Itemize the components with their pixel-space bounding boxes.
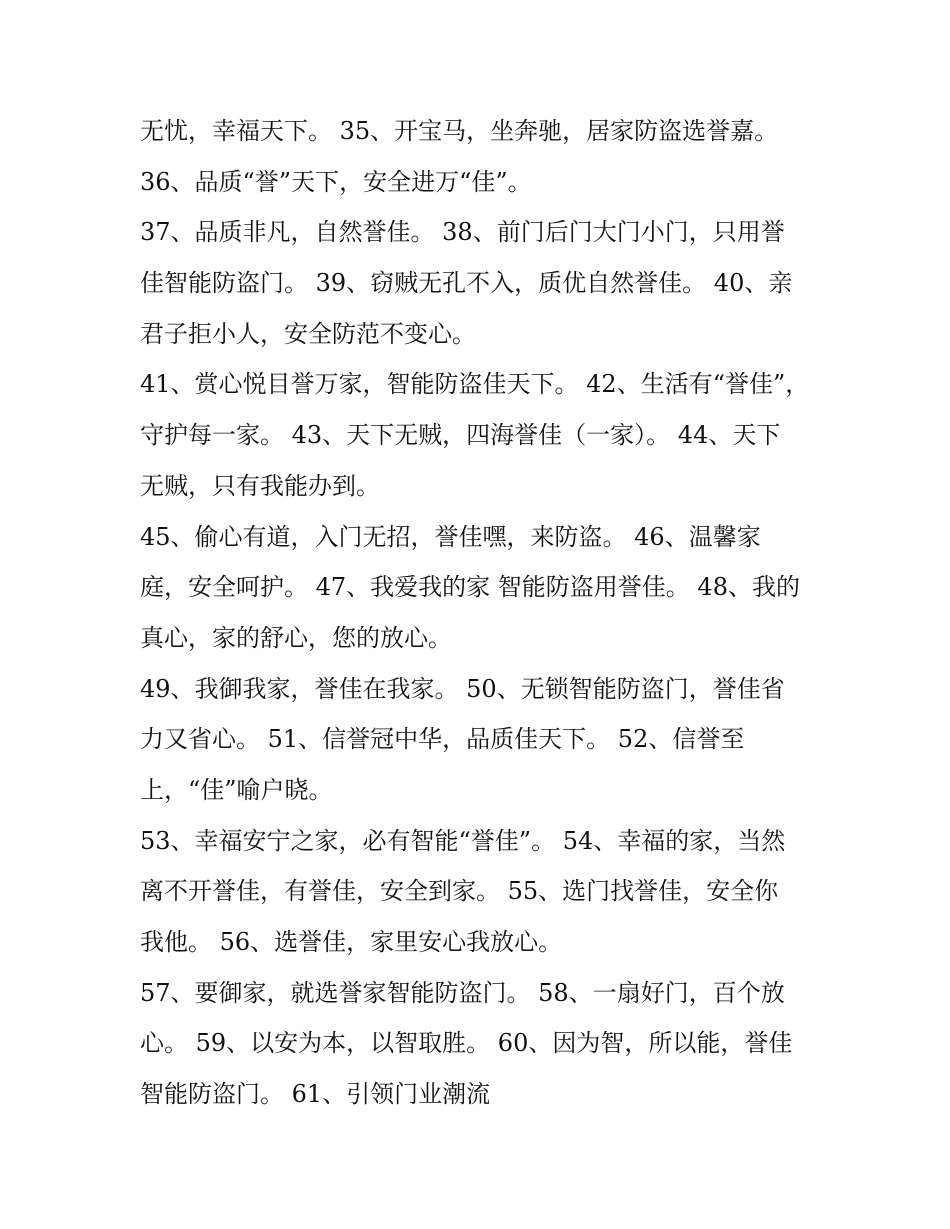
text-line: 力又省心。 51、信誉冠中华，品质佳天下。 52、信誉至: [140, 725, 745, 754]
text-line: 智能防盗门。 61、引领门业潮流: [140, 1080, 491, 1109]
text-line: 真心，家的舒心，您的放心。: [140, 623, 452, 652]
text-line: 36、品质“誉”天下，安全进万“佳”。: [140, 167, 532, 196]
text-line: 我他。 56、选誉佳，家里安心我放心。: [140, 928, 563, 956]
text-line: 53、幸福安宁之家，必有智能“誉佳”。 54、幸福的家，当然: [140, 826, 786, 855]
slogan-text-block: [140, 106, 820, 1120]
text-line: 佳智能防盗门。 39、窃贼无孔不入，质优自然誉佳。 40、亲: [140, 269, 793, 298]
text-line: 离不开誉佳，有誉佳，安全到家。 55、选门找誉佳，安全你: [140, 877, 779, 906]
text-line: 无忧，幸福天下。 35、开宝马，坐奔驰，居家防盗选誉嘉。: [140, 117, 779, 145]
text-line: 君子拒小人，安全防范不变心。: [140, 319, 476, 348]
text-line: 37、品质非凡，自然誉佳。 38、前门后门大门小门，只用誉: [140, 218, 785, 247]
text-line: 庭，安全呵护。 47、我爱我的家 智能防盗用誉佳。 48、我的: [140, 573, 800, 602]
text-line: 无贼，只有我能办到。: [140, 471, 380, 500]
text-line: 上，“佳”喻户晓。: [140, 775, 333, 804]
text-line: 57、要御家，就选誉家智能防盗门。 58、一扇好门，百个放: [140, 978, 785, 1007]
text-line: 心。 59、以安为本，以智取胜。 60、因为智，所以能，誉佳: [140, 1029, 793, 1058]
text-line: 49、我御我家，誉佳在我家。 50、无锁智能防盗门，誉佳省: [140, 674, 785, 703]
text-line: 45、偷心有道，入门无招，誉佳嘿，来防盗。 46、温馨家: [140, 522, 761, 551]
text-line: 守护每一家。 43、天下无贼，四海誉佳（一家）。 44、天下: [140, 421, 781, 450]
text-line: 41、赏心悦目誉万家，智能防盗佳天下。 42、生活有“誉佳”，: [140, 370, 810, 399]
